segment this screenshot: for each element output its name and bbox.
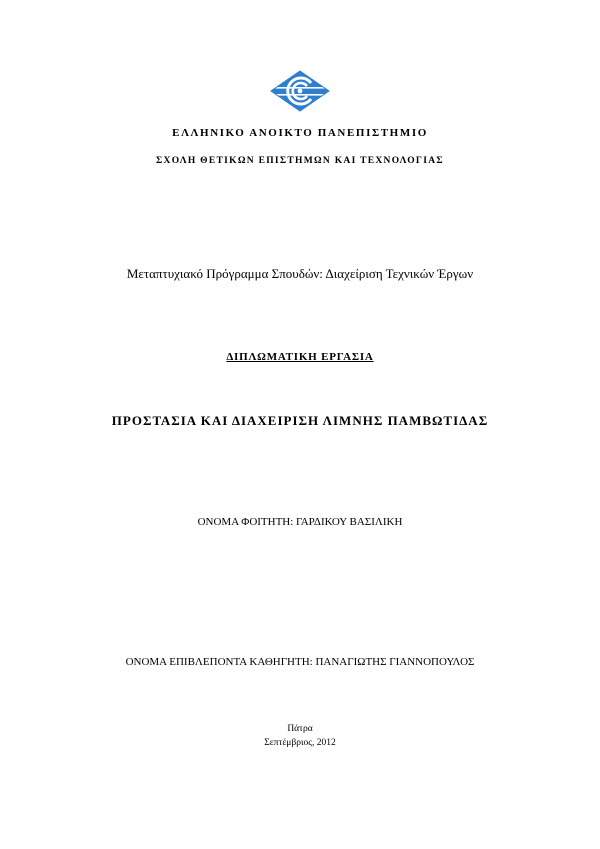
supervisor-name: ΟΝΟΜΑ ΕΠΙΒΛΕΠΟΝΤΑ ΚΑΘΗΓΗΤΗ: ΠΑΝΑΓΙΩΤΗΣ ΓΙΑΝΝΟΠΟΥΛΟΣ bbox=[125, 656, 475, 668]
school-name: ΣΧΟΛΗ ΘΕΤΙΚΩΝ ΕΠΙΣΤΗΜΩΝ ΚΑΙ ΤΕΧΝΟΛΟΓΙΑΣ bbox=[156, 156, 444, 166]
date: Σεπτέμβριος, 2012 bbox=[264, 738, 336, 748]
program-name: Μεταπτυχιακό Πρόγραμμα Σπουδών: Διαχείριση Τεχνικών Έργων bbox=[126, 266, 474, 281]
thesis-label: ΔΙΠΛΩΜΑΤΙΚΗ ΕΡΓΑΣΙΑ bbox=[226, 351, 374, 363]
thesis-title: ΠΡΟΣΤΑΣΙΑ ΚΑΙ ΔΙΑΧΕΙΡΙΣΗ ΛΙΜΝΗΣ ΠΑΜΒΩΤΙΔΑΣ bbox=[111, 413, 489, 428]
university-emblem-icon bbox=[270, 70, 330, 112]
university-name: ΕΛΛΗΝΙΚΟ ΑΝΟΙΚΤΟ ΠΑΝΕΠΙΣΤΗΜΙΟ bbox=[172, 127, 428, 139]
city: Πάτρα bbox=[287, 724, 313, 734]
student-name: ΟΝΟΜΑ ΦΟΙΤΗΤΗ: ΓΑΡΔΙΚΟΥ ΒΑΣΙΛΙΚΗ bbox=[197, 516, 403, 528]
